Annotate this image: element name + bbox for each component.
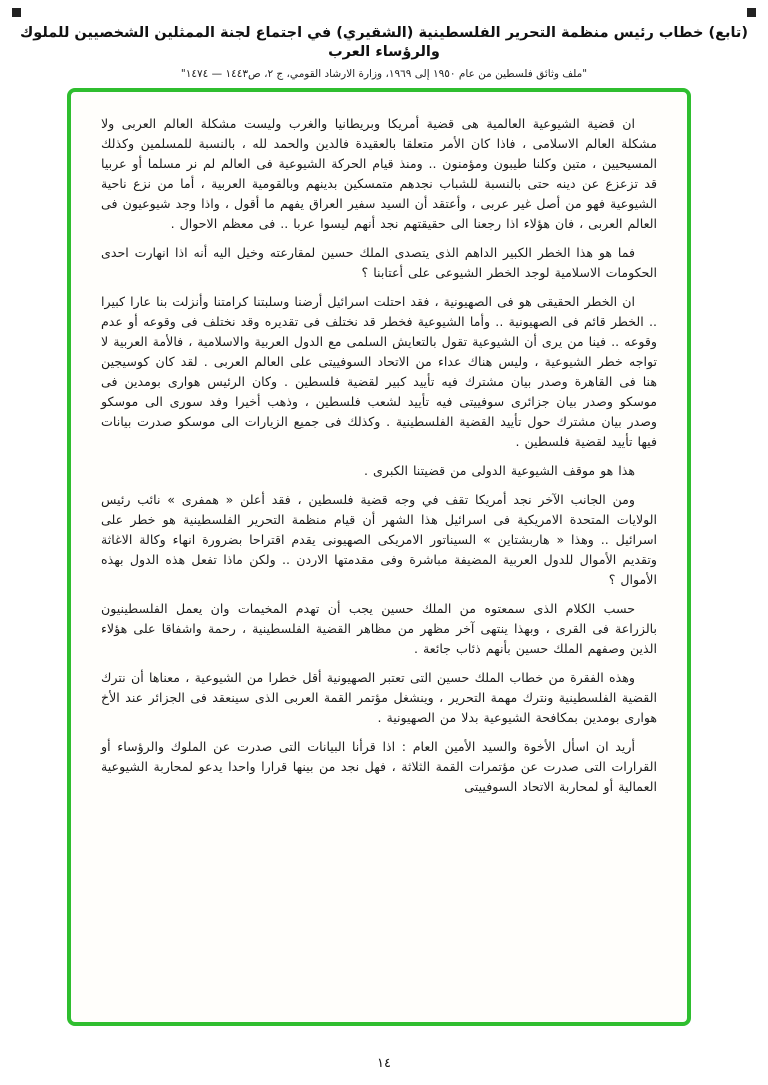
document-body (101, 114, 657, 797)
paragraph: ان الخطر الحقيقى هو فى الصهيونية ، فقد احتلت اسرائيل أرضنا وسلبتنا كرامتنا وأنزلت بنا عارا كبيرا .. الخطر قائم فى الصهيونية .. وأما الشيوعية فخطر قد نختلف فى تقديره وقد نختلف فى وقوعه أو عدم وقوعه .. فينا من يرى أن الشيوعية تقول بالتعايش السلمى مع الدول العربية والاسلامية ، فالأمة العربية لا تواجه خطر الشيوعية ، وليس هناك عداء من الاتحاد السوفييتى على العالم العربى . لقد كان كوسيجين هنا فى القاهرة وصدر بيان مشترك فيه تأييد كبير لقضية فلسطين . وكان الرئيس هوارى بومدين فى موسكو وصدر بيان جزائرى سوفييتى فيه تأييد لشعب فلسطين ، وذهب أخيرا وفد سورى الى موسكو وصدر بيان مشترك حول تأييد القضية الفلسطينية . وكذلك فى جميع الزيارات الى موسكو صدرت بيانات فيها تأييد لقضية فلسطين . (101, 294, 657, 449)
paragraph: فما هو هذا الخطر الكبير الداهم الذى يتصدى الملك حسين لمقارعته وخيل اليه أنه اذا انهارت احدى الحكومات الاسلامية لوجد الخطر الشيوعى على أعتابنا ؟ (101, 245, 657, 280)
paragraph: وهذه الفقرة من خطاب الملك حسين التى تعتبر الصهيونية أقل خطرا من الشيوعية ، معناها أن نترك القضية الفلسطينية ونترك مهمة التحرير ، وينشغل مؤتمر القمة العربى الذى سينعقد فى الجزائر عند الأخ هوارى بومدين بمكافحة الشيوعية بدلا من الصهيونية . (101, 670, 657, 725)
corner-mark-right (747, 8, 756, 17)
document-header (0, 24, 768, 80)
paragraph: ومن الجانب الآخر نجد أمريكا تقف في وجه قضية فلسطين ، فقد أعلن « همفرى » نائب رئيس الولايات المتحدة الامريكية فى اسرائيل هذا الشهر أن قيام منظمة التحرير الفلسطينية هو خطر على اسرائيل .. وهذا « هاربشتاين » السيناتور الامريكى الصهيونى يقدم اقتراحا بضرورة انهاء وكالة الاغاثة وتقديم الأموال للدول العربية المضيفة مباشرة وفى مقدمتها الاردن .. ولكن ماذا تفعل هذه الدول بهذه الأموال ؟ (101, 492, 657, 587)
corner-mark-left (12, 8, 21, 17)
paragraph: حسب الكلام الذى سمعتوه من الملك حسين يجب أن تهدم المخيمات وان يعمل الفلسطينيون بالزراعة فى القرى ، وبهذا ينتهى آخر مظهر من مظاهر القضية الفلسطينية ، رحمة واشفاقا على هؤلاء الذين وصفهم الملك حسين بأنهم ذئاب جائعة . (101, 601, 657, 656)
paragraph: هذا هو موقف الشيوعية الدولى من قضيتنا الكبرى . (364, 463, 635, 478)
paragraph: أريد ان اسأل الأخوة والسيد الأمين العام : اذا قرأنا البيانات التى صدرت عن الملوك والرؤساء أو القرارات التى صدرت عن مؤتمرات القمة الثلاثة ، فهل نجد من بينها قرارا واحدا يدعو لمحاربة الشيوعية العمالية أو لمحاربة الاتحاد السوفييتى (101, 739, 657, 794)
document-title: (تابع) خطاب رئيس منظمة التحرير الفلسطينية (الشقيري) في اجتماع لجنة الممثلين الشخصيين للملوك والرؤساء العرب (20, 25, 748, 60)
scanned-page-frame (67, 88, 691, 1026)
source-citation: "ملف وثائق فلسطين من عام ١٩٥٠ إلى ١٩٦٩، وزارة الارشاد القومي، ج ٢، ص١٤٤٣ — ١٤٧٤" (180, 67, 588, 80)
page-number: ١٤ (377, 1056, 391, 1071)
paragraph: ان قضية الشيوعية العالمية هى قضية أمريكا وبريطانيا والغرب وليست مشكلة العالم العربى ولا مشكلة العالم الاسلامى ، فاذا كان الأمر متعلقا بالعقيدة فالدين والحمد لله ، بالنسبة للمسلمين وكذلك المسيحيين ، متين وكلنا طيبون ومؤمنون .. ومنذ قيام الحركة الشيوعية فى العالم لم نر مسلما أو عربيا قد تزعزع عن دينه حتى بالنسبة للشباب نجدهم متمسكين بدينهم وبالقومية العربية ، أما من نزع ناحية الشيوعية فهو من أصل غير عربى ، وأعتقد أن السيد سفير العراق يفهم ما أقول ، واذا وجد شيوعيون فى العالم العربى ، فان هؤلاء اذا رجعنا الى حقيقتهم نجد أنهم ليسوا عربا .. فى معظم الاحوال . (101, 116, 657, 231)
